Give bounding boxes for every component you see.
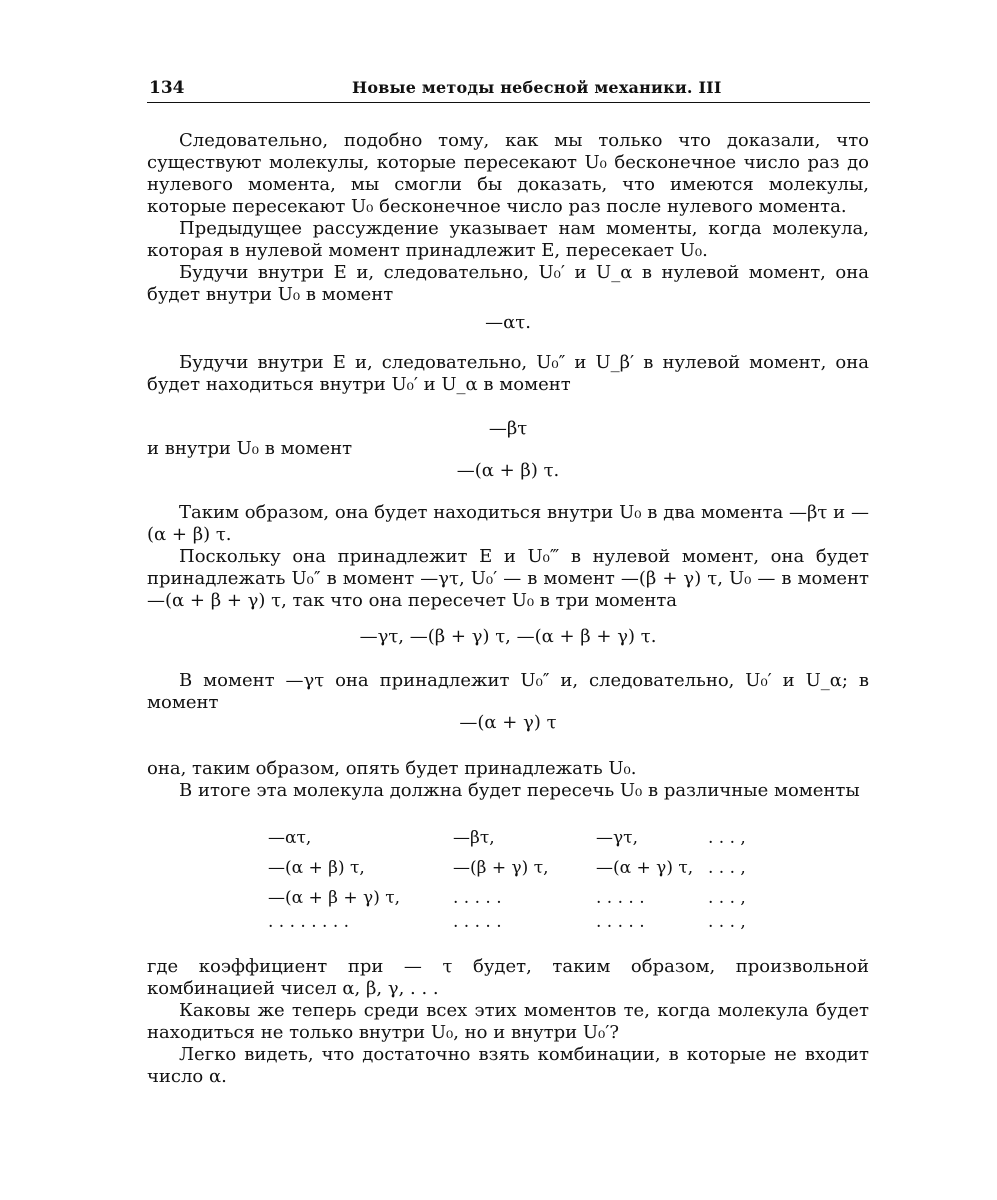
table-cell: —ατ, <box>268 828 312 848</box>
table-cell: . . . , <box>708 858 746 878</box>
table-cell: —(α + β) τ, <box>268 858 365 878</box>
paragraph-3: Будучи внутри E и, следовательно, U₀′ и U_α в нулевой момент, она будет внутри U₀ в момент <box>147 262 869 305</box>
table-cell: . . . . . <box>596 912 645 932</box>
running-header <box>147 78 870 103</box>
paragraph-10: В итоге эта молекула должна будет пересечь U₀ в различные моменты <box>179 780 860 801</box>
table-cell: . . . , <box>708 828 746 848</box>
paragraph-4: Будучи внутри E и, следовательно, U₀″ и U_β′ в нулевой момент, она будет находиться внутри U₀′ и U_α в момент <box>147 352 869 395</box>
table-cell: . . . , <box>708 888 746 908</box>
table-cell: . . . . . <box>453 888 502 908</box>
paragraph-8: В момент —γτ она принадлежит U₀″ и, следовательно, U₀′ и U_α; в момент <box>147 670 869 713</box>
formula-alpha-tau: —ατ. <box>485 312 531 333</box>
paragraph-6: Таким образом, она будет находиться внутри U₀ в два момента —βτ и —(α + β) τ. <box>147 502 869 545</box>
formula-alpha-beta-tau: —(α + β) τ. <box>456 460 560 481</box>
formula-beta-tau: —βτ <box>488 418 528 439</box>
table-cell: —(β + γ) τ, <box>453 858 549 878</box>
paragraph-12: Каковы же теперь среди всех этих моментов те, когда молекула будет находиться не только внутри U₀, но и внутри U₀′? <box>147 1000 869 1043</box>
table-cell: . . . . . <box>453 912 502 932</box>
page-number: 134 <box>149 78 185 98</box>
table-cell: . . . , <box>708 912 746 932</box>
paragraph-13: Легко видеть, что достаточно взять комбинации, в которые не входит число α. <box>147 1044 869 1087</box>
formula-alpha-gamma-tau: —(α + γ) τ <box>459 712 557 733</box>
paragraph-7: Поскольку она принадлежит E и U₀‴ в нулевой момент, она будет принадлежать U₀″ в момент —γτ, U₀′ — в момент —(β + γ) τ, U₀ — в момент —(α + β + γ) τ, так что она пересечет U₀ в три момента <box>147 546 869 611</box>
table-cell: . . . . . <box>596 888 645 908</box>
paragraph-11: где коэффициент при — τ будет, таким образом, произвольной комбинацией чисел α, β, γ, . . . <box>147 956 869 999</box>
table-cell: —(α + γ) τ, <box>596 858 694 878</box>
table-cell: —βτ, <box>453 828 495 848</box>
paragraph-2: Предыдущее рассуждение указывает нам моменты, когда молекула, которая в нулевой момент принадлежит E, пересекает U₀. <box>147 218 869 261</box>
table-cell: —γτ, <box>596 828 638 848</box>
formula-three-moments: —γτ, —(β + γ) τ, —(α + β + γ) τ. <box>359 626 657 647</box>
paragraph-1: Следовательно, подобно тому, как мы только что доказали, что существуют молекулы, которые пересекают U₀ бесконечное число раз до нулевого момента, мы смогли бы доказать, что имеются молекулы, которые пересекают U₀ бесконечное число раз после нулевого момента. <box>147 130 869 217</box>
table-cell: . . . . . . . . <box>268 912 350 932</box>
table-cell: —(α + β + γ) τ, <box>268 888 401 908</box>
running-title: Новые методы небесной механики. III <box>352 78 722 97</box>
paragraph-9: она, таким образом, опять будет принадлежать U₀. <box>147 758 637 779</box>
paragraph-5: и внутри U₀ в момент <box>147 438 353 459</box>
